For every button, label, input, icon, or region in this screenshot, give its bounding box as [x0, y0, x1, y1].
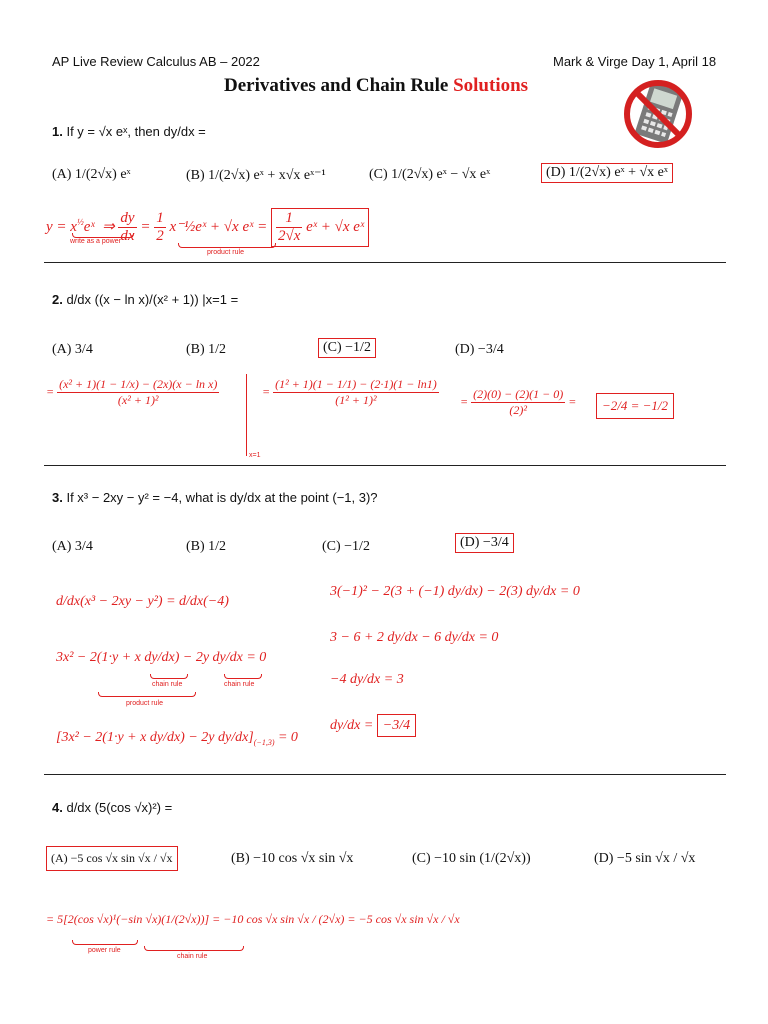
q1-choice-d-correct: (D) 1/(2√x) eˣ + √x eˣ — [541, 163, 673, 183]
q1-note-power: write as a power — [70, 238, 121, 245]
q3-note-chain1: chain rule — [152, 681, 183, 688]
q4-note-power: power rule — [88, 947, 121, 954]
q3-line1: d/dx(x³ − 2xy − y²) = d/dx(−4) — [56, 594, 229, 609]
divider — [44, 774, 726, 775]
q2-prompt: 2. d/dx ((x − ln x)/(x² + 1)) |x=1 = — [52, 292, 239, 307]
q4-note-chain: chain rule — [177, 953, 208, 960]
q3-brace-chain1 — [150, 674, 188, 679]
q3-choice-a: (A) 3/4 — [52, 539, 93, 554]
title-main: Derivatives and Chain Rule — [224, 75, 449, 96]
q1-choice-c: (C) 1/(2√x) eˣ − √x eˣ — [369, 167, 491, 182]
q2-choice-a: (A) 3/4 — [52, 342, 93, 357]
q3-note-chain2: chain rule — [224, 681, 255, 688]
no-calculator-icon — [620, 72, 696, 156]
title-accent: Solutions — [453, 75, 529, 96]
q3-brace-chain2 — [224, 674, 262, 679]
q4-choice-b: (B) −10 cos √x sin √x — [231, 851, 354, 866]
q4-choice-d: (D) −5 sin √x / √x — [594, 851, 696, 866]
q3-note-product: product rule — [126, 700, 163, 707]
q2-choice-c-correct: (C) −1/2 — [318, 338, 376, 358]
q4-brace-power — [72, 940, 138, 945]
q2-work-step2: = $\frac{\text{(1² + 1)(1 − 1/1) − (2·1)(1 − ln1)}}{\text{(1² + 1)²}}$ — [262, 377, 437, 407]
q2-eval-bar — [246, 374, 247, 456]
course-label: AP Live Review Calculus AB – 2022 — [52, 54, 260, 69]
q3-choice-d-correct: (D) −3/4 — [455, 533, 514, 553]
q1-note-product: product rule — [207, 249, 244, 256]
divider — [44, 465, 726, 466]
q3-step3: −4 dy/dx = 3 — [330, 672, 404, 687]
q3-step4: dy/dx = −3/4 — [330, 718, 416, 734]
q1-work: $y = x^{\frac{1}{2}}eˣ$ ⇒ $\frac{dy}{dx}$ = $\frac{1}{2}$ x⁻½eˣ + √x eˣ = $\frac{1}{2√x}$ eˣ + √x eˣ — [46, 208, 369, 247]
q4-prompt: 4. d/dx (5(cos √x)²) = — [52, 800, 173, 815]
q4-choice-a-correct: (A) −5 cos √x sin √x / √x — [46, 846, 178, 871]
q1-choice-a: (A) 1/(2√x) eˣ — [52, 167, 131, 182]
q3-line2: 3x² − 2(1·y + x dy/dx) − 2y dy/dx = 0 — [56, 650, 267, 665]
q2-eval-point: x=1 — [249, 452, 261, 459]
q4-brace-chain — [144, 946, 244, 951]
q3-step1: 3(−1)² − 2(3 + (−1) dy/dx) − 2(3) dy/dx = 0 — [330, 584, 580, 599]
q2-choice-b: (B) 1/2 — [186, 342, 227, 357]
q3-step2: 3 − 6 + 2 dy/dx − 6 dy/dx = 0 — [330, 630, 499, 645]
q1-brace-product — [178, 243, 276, 248]
q3-choice-c: (C) −1/2 — [322, 539, 370, 554]
q3-line3: [3x² − 2(1·y + x dy/dx) − 2y $dy/dx]_{(-1,3)} = 0$ — [56, 730, 298, 747]
q2-choice-d: (D) −3/4 — [455, 342, 504, 357]
q1-prompt: 1. If y = √x eˣ, then dy/dx = — [52, 124, 206, 139]
q4-work: = 5[2(cos √x)¹(−sin √x)(1/(2√x))] = −10 cos √x sin √x / (2√x) = −5 cos √x sin √x / √x — [46, 912, 460, 926]
q2-answer: −2/4 = −1/2 — [596, 393, 674, 419]
q3-brace-product — [98, 692, 196, 697]
q3-choice-b: (B) 1/2 — [186, 539, 227, 554]
q3-prompt: 3. If x³ − 2xy − y² = −4, what is dy/dx at the point (−1, 3)? — [52, 490, 378, 505]
q4-choice-c: (C) −10 sin (1/(2√x)) — [412, 851, 531, 866]
session-label: Mark & Virge Day 1, April 18 — [553, 54, 717, 69]
page-title — [224, 75, 528, 97]
divider — [44, 262, 726, 263]
q2-work-step1: = $\frac{\text{(x² + 1)(1 − 1/x) − (2x)(x − ln x)}}{\text{(x² + 1)²}}$ — [46, 377, 218, 407]
q2-work-step3: = $\frac{(2)(0) - (2)(1 - 0)}{\text{(2)²}}$ = — [460, 387, 577, 417]
q1-choice-b: (B) 1/(2√x) eˣ + x√x eˣ⁻¹ — [186, 168, 326, 183]
